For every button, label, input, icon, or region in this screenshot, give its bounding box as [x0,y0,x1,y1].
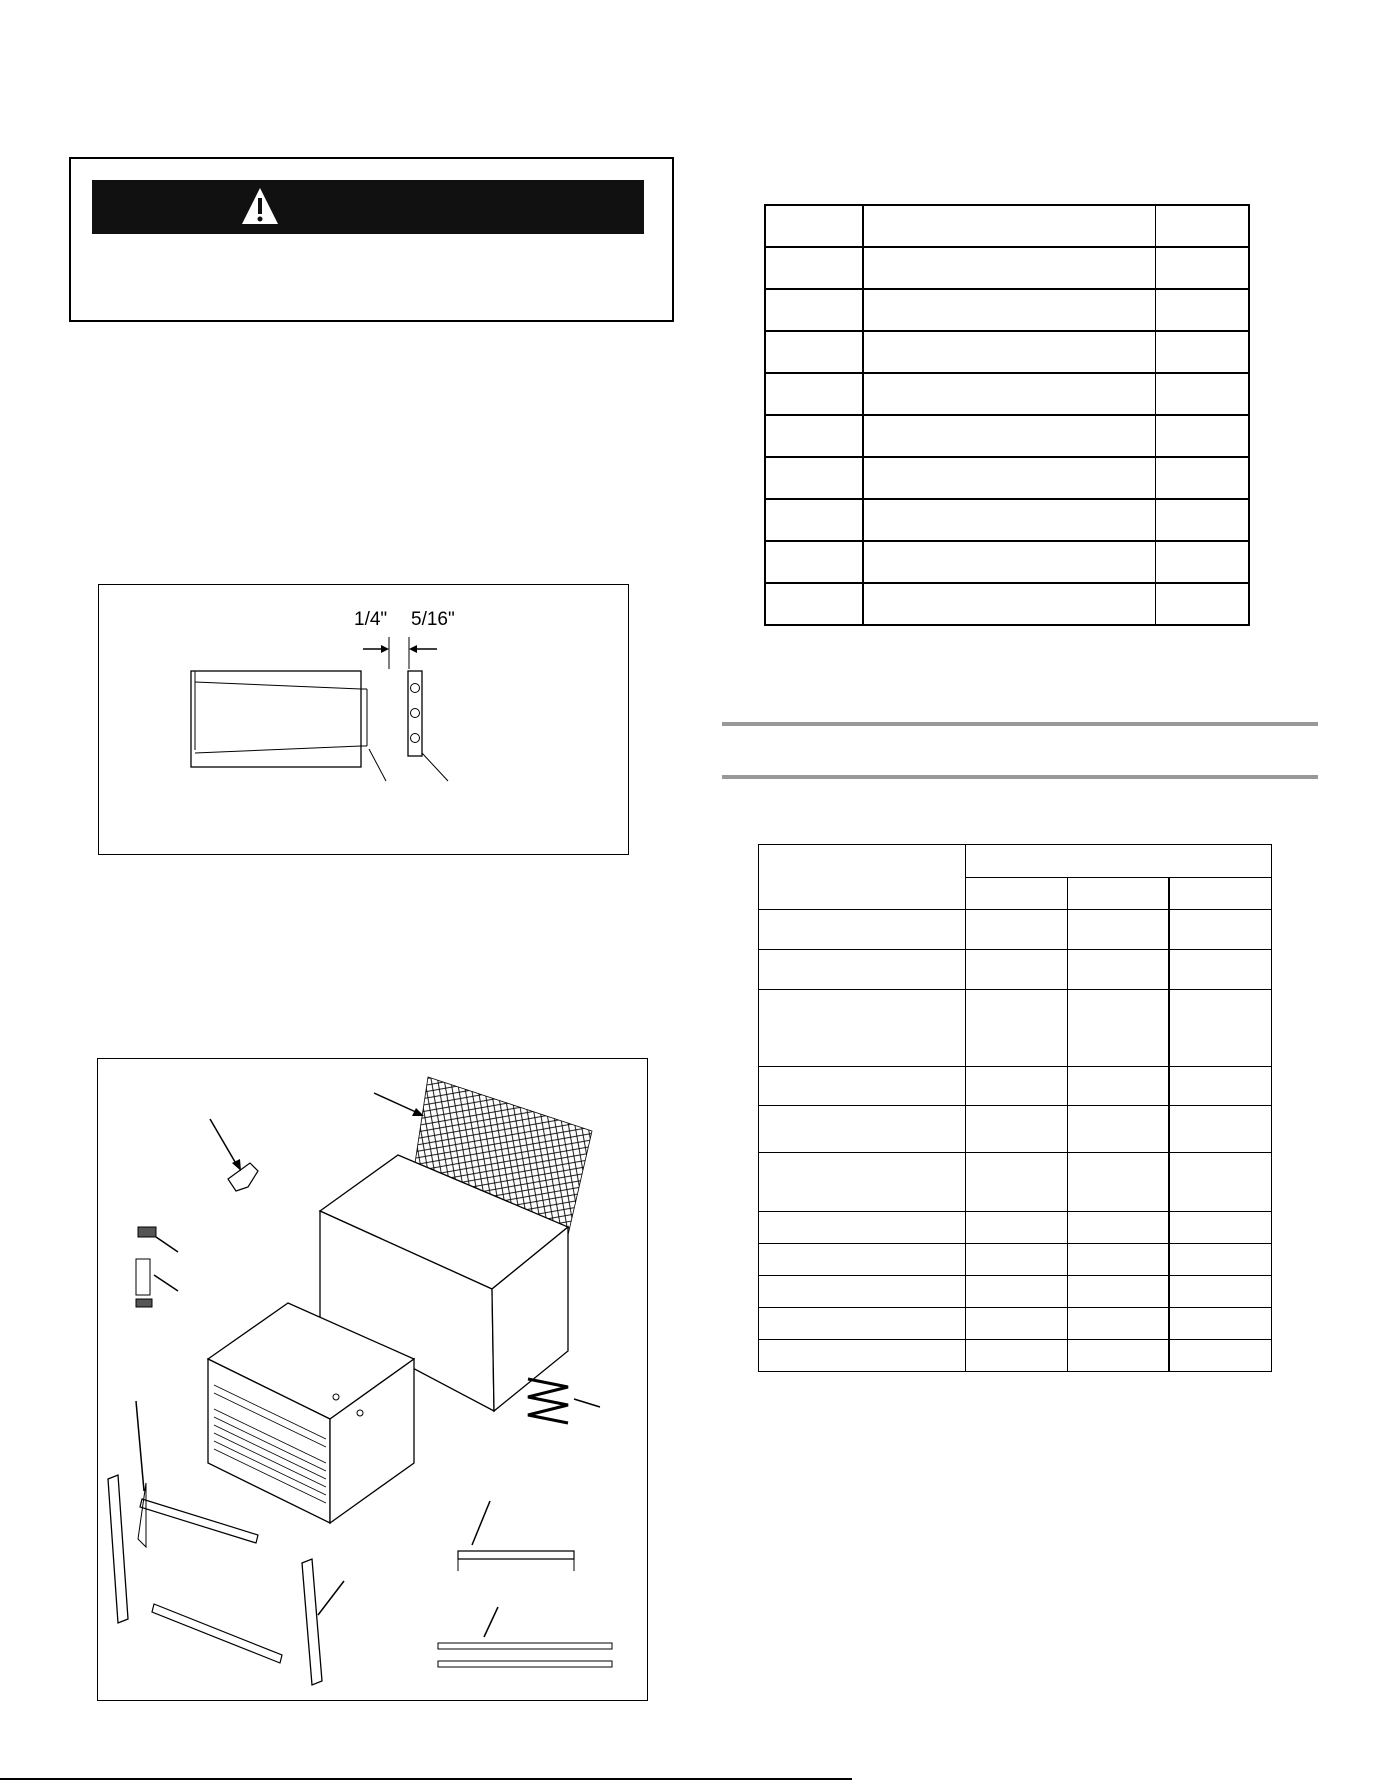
section-rule-top [722,722,1318,726]
parts-figure [97,1058,648,1701]
side-panel-icon [108,1475,128,1623]
table-row [765,289,1249,331]
parts-exploded-diagram [98,1059,649,1702]
sill-support-icon [438,1643,612,1649]
table-row [765,331,1249,373]
table-row [759,1067,1272,1106]
table-row [759,1276,1272,1308]
parts-table [764,204,1250,626]
foam-seal-icon [138,1227,156,1237]
table-row [765,247,1249,289]
table-row [759,1308,1272,1340]
warning-triangle-icon [92,180,644,234]
table-row [759,990,1272,1067]
spacing-figure [98,584,629,855]
table-row [765,415,1249,457]
table-row [759,950,1272,990]
spacing-diagram [99,585,630,856]
warning-header-bar [92,180,644,234]
table-row [759,1340,1272,1372]
table-row [765,205,1249,247]
table-header-row [759,845,1272,878]
table-row [759,1153,1272,1212]
window-bracket-icon [458,1551,574,1559]
table-row [759,1244,1272,1276]
filter-clip-icon [228,1163,258,1191]
dimension-label-left: 1/4" [354,609,388,630]
table-row [759,1212,1272,1244]
table-row [759,910,1272,950]
spec-table [758,844,1272,1372]
table-row [765,457,1249,499]
bottom-sill-icon [152,1604,282,1663]
table-row [765,499,1249,541]
table-row [765,583,1249,625]
top-channel-icon [140,1499,258,1543]
dimension-label-right: 5/16" [411,609,455,630]
table-row [765,373,1249,415]
footer-rule [0,1778,852,1780]
table-row [759,1106,1272,1153]
section-rule-bottom [722,775,1318,779]
spring-gasket-icon [528,1379,568,1423]
table-row [765,541,1249,583]
